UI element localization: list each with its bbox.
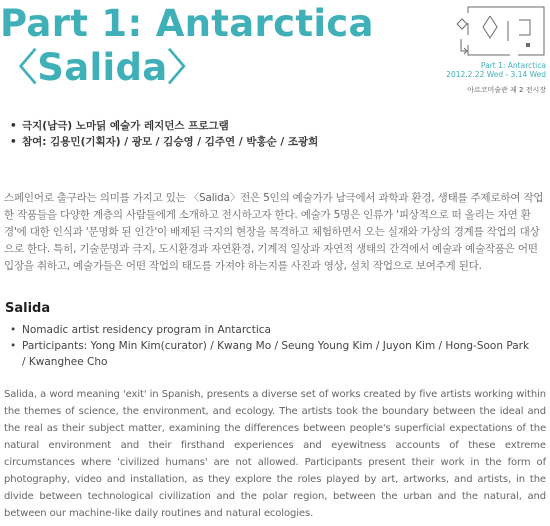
list-item: • 참여: 김용민(기획자) / 광모 / 김승영 / 김주연 / 박홍순 / 조광희 xyxy=(10,134,318,150)
english-info-list xyxy=(10,322,530,370)
list-item: • 극지(남극) 노마딝 예술가 레지던스 프로그램 xyxy=(10,118,318,134)
list-item: • Participants: Yong Min Kim(curator) / Kwang Mo / Seung Young Kim / Juyon Kim / Hong-Soon Park / Kwanghee Cho xyxy=(10,338,530,370)
gallery-floorplan-icon xyxy=(456,5,548,59)
list-item: • Nomadic artist residency program in Antarctica xyxy=(10,322,530,338)
english-description: Salida, a word meaning 'exit' in Spanish, presents a diverse set of works created by five artists working within the themes of science, the environment, and ecology. The artists took the boundary between the ideal and the real as their subject matter, examining the differences between people's superficial expectations of the natural environment and their firsthand experiences and eyewitness accounts of these extreme circumstances where 'civilized humans' are not allowed. Participants present their work in the form of photography, video and installation, as they explore the roles played by art, artworks, and artists, in the divide between technological civilization and the polar region, between the urban and the natural, and between our machine-like daily routines and natural ecologies. xyxy=(4,389,546,519)
exhibition-title: Part 1: Antarctica xyxy=(480,61,546,70)
korean-info-list xyxy=(10,118,318,150)
exhibition-dates: 2012.2.22 Wed - 3.14 Wed xyxy=(446,70,546,79)
title-line-1: Part 1: Antarctica xyxy=(0,2,374,45)
venue-label: 아르코미술관 제 2 전시장 xyxy=(467,86,546,94)
page-title xyxy=(0,2,374,90)
title-line-2: 〈Salida〉 xyxy=(0,46,205,89)
korean-description: 스페인어로 출구라는 의미를 가지고 있는 〈Salida〉전은 5인의 예술가가 남극에서 과학과 환경, 생태를 주제로하여 작업한 작품들을 다양한 계층의 사람들에게 소개하고 전시하고자 한다. 예술가 5명은 인류가 '피상적으로 떠 올리는 자연 환경'에 대한 인식과 '문명화 된 인간'이 배제된 극지의 현장을 목격하고 체험하면서 오는 실재와 가상의 경계를 작업의 대상으로 한다. 특히, 기술문명과 극지, 도시환경과 자연환경, 기계적 일상과 자연적 생태의 간격에서 예술과 예술작품은 어떤 입장을 취하고, 예술가들은 어떤 작업의 태도를 가져야 하는지를 사진과 영상, 설치 작업으로 보여주게 된다. xyxy=(4,192,544,272)
english-heading: Salida xyxy=(5,301,51,316)
